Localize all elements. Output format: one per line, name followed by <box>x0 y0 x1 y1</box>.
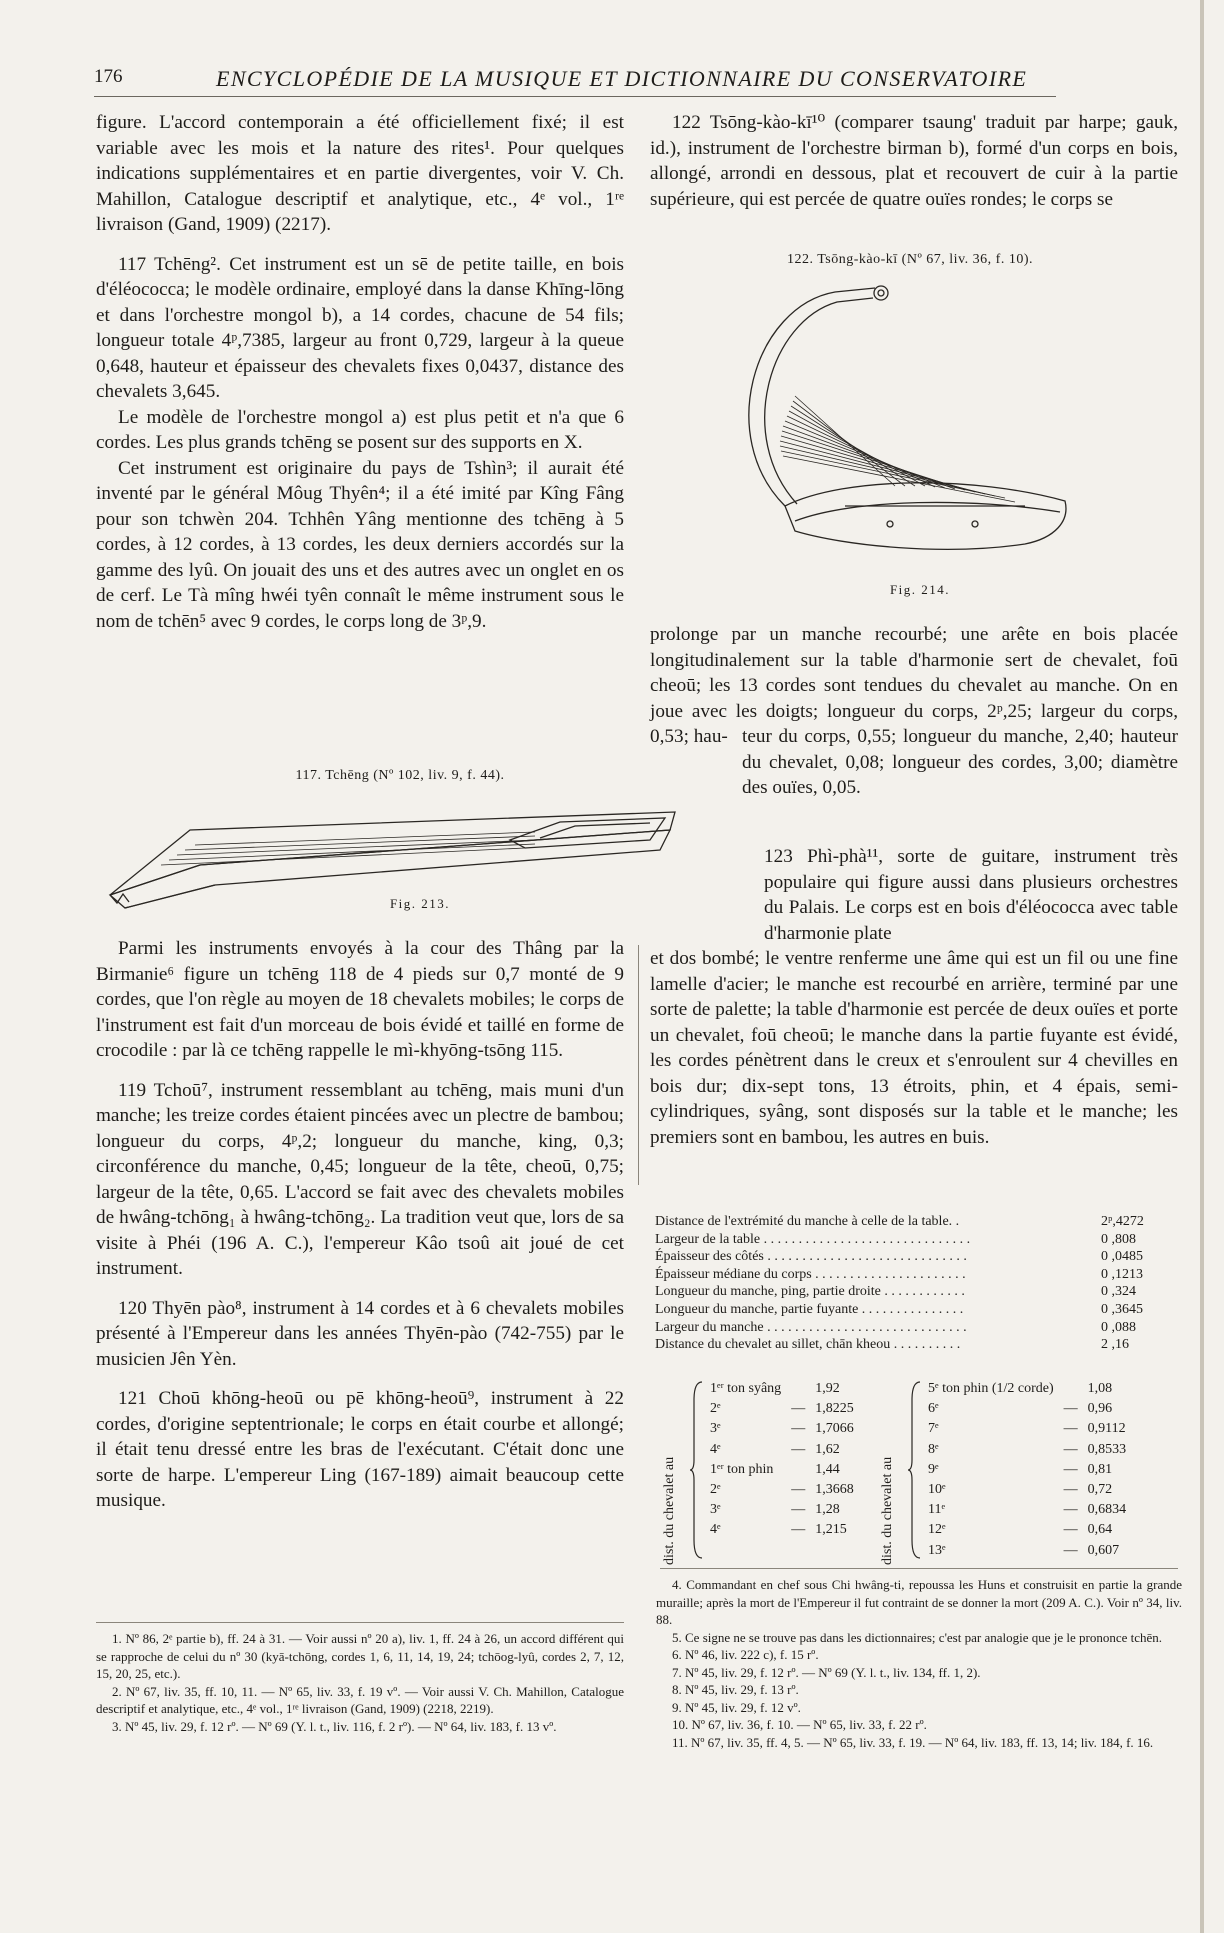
footnote-9: 9. Nº 45, liv. 29, f. 12 vº. <box>672 1699 801 1715</box>
dimension-label: Largeur de la table . . . . . . . . . . . . . . . . . . . . . . . . . . . . . . <box>655 1231 971 1247</box>
paragraph-122-continued: prolonge par un manche recourbé; une arête en bois placée longitudinalement sur la table d'harmonie sert de chevalet, foū cheoū; les 13 cordes sont tendues du chevalet au manche. On en joue avec les doigts; longueur du corps, 2ᵖ,25; largeur du corps, 0,53; hau- <box>650 624 1178 747</box>
tuning-ditto: — <box>1063 1441 1078 1457</box>
tuning-ditto: — <box>1063 1482 1078 1498</box>
left-footnotes <box>96 1630 624 1735</box>
paragraph-117-c: Cet instrument est originaire du pays de Tshìn³; il aurait été inventé par le général Môug Thyên⁴; il a été imité par Kîng Fâng pour son tchwèn 204. Tchhên Yâng mentionne des tchēng à 5 cordes, à 12 cordes, à 13 cordes, les deux derniers accordés sur la gamme des lyû. On jouait des uns et des autres avec un onglet en os de cerf. Le Tà mîng hwéi tyên connaît le même instrument sous le nom de tchēn⁵ avec 9 cordes, le corps long de 3ᵖ,9. <box>96 457 624 632</box>
running-header <box>94 66 1054 92</box>
tuning-ditto: — <box>791 1421 806 1437</box>
dimension-row <box>655 1319 1183 1337</box>
tuning-tone: 4ᵉ <box>710 1441 721 1457</box>
tuning-row <box>706 1380 858 1398</box>
dimension-label: Largeur du manche . . . . . . . . . . . . . . . . . . . . . . . . . . . . . <box>655 1319 967 1335</box>
dimension-value: 2 ,16 <box>1101 1337 1129 1353</box>
tuning-ditto: — <box>1063 1522 1078 1538</box>
tuning-distance: 0,96 <box>1087 1401 1113 1417</box>
figure-214-label: Fig. 214. <box>889 582 951 597</box>
tuning-tone: 8ᵉ <box>928 1441 939 1457</box>
footnote-2: 2. Nº 67, liv. 35, ff. 10, 11. — Nº 65, liv. 33, f. 19 vº. — Voir aussi V. Ch. Mahillon, Catalogue descriptif et analytique, etc., 4ᵉ vol., 1ʳᵉ livraison (Gand, 1909) (2218, 2219). <box>96 1683 624 1716</box>
dimension-row <box>655 1336 1183 1354</box>
paragraph-123-continued: et dos bombé; le ventre renferme une âme qui est un fil ou une fine lamelle d'acier; le manche est recourbé en arrière, terminé par une sorte de palette; la table d'harmonie est percée de deux ouïes et porte un chevalet, foū cheoū; le manche dans la partie fuyante est évidé, les cordes pénètrent dans le creux et s'enroulent sur 4 chevilles en bois dur; dix-sept tons, 13 étroits, phin, et 4 épais, semi-cylindriques, syâng, sont disposés sur la table et le manche; les premiers sont en bambou, les autres en buis. <box>650 948 1178 1148</box>
paragraph-117: 117 Tchēng². Cet instrument est un sē de petite taille, en bois d'éléococca; le modèle ordinaire, employé dans la danse Khīng-lōng et dans l'orchestre mongol b), a 14 cordes, chacune de 54 fils; longueur totale 4ᵖ,7385, largeur au front 0,729, largeur à la queue 0,648, hauteur et épaisseur des chevalets fixes 0,0437, distance des chevalets 3,645. <box>96 253 624 402</box>
footnote-10: 10. Nº 67, liv. 36, f. 10. — Nº 65, liv. 33, f. 22 rº. <box>672 1717 927 1732</box>
footnote-4: 4. Commandant en chef sous Chi hwâng-ti, repoussa les Huns et construisit en partie la grande muraille; après la mort de l'Empereur il fut contraint de se donner la mort (209 A. C.). Voir nº 34, liv. 88. <box>656 1577 1182 1627</box>
tuning-tone: 3ᵉ <box>710 1421 721 1437</box>
tuning-tone: 2ᵉ <box>710 1482 721 1498</box>
dimension-label: Distance du chevalet au sillet, chān kheou . . . . . . . . . . <box>655 1337 961 1353</box>
right-column-top <box>650 110 1178 212</box>
dimension-label: Épaisseur des côtés . . . . . . . . . . . . . . . . . . . . . . . . . . . . . <box>655 1249 967 1265</box>
figure-214-caption: 122. Tsōng-kào-kī (Nº 67, liv. 36, f. 10). <box>786 252 1033 267</box>
tuning-distance: 1,08 <box>1087 1381 1113 1396</box>
dimensions-table <box>655 1213 1183 1354</box>
tuning-ditto <box>787 1461 809 1479</box>
tuning-row <box>924 1441 1130 1459</box>
paragraph-120: 120 Thyēn pào⁸, instrument à 14 cordes et à 6 chevalets mobiles présenté à l'Empereur dans les années Thyēn-pào (742-755) par le musicien Jên Yèn. <box>96 1297 624 1370</box>
column-divider <box>638 945 639 1185</box>
right-column-inset <box>742 724 1178 801</box>
tuning-ditto: — <box>1063 1461 1078 1477</box>
footnote-11: 11. Nº 67, liv. 35, ff. 4, 5. — Nº 65, liv. 33, f. 19. — Nº 64, liv. 183, ff. 13, 14; liv. 184, f. 16. <box>672 1734 1154 1750</box>
tuning-table-right <box>922 1378 1132 1562</box>
tuning-ditto <box>787 1380 809 1398</box>
tuning-tone: 12ᵉ <box>928 1522 946 1538</box>
tuning-left-brace <box>690 1380 704 1560</box>
paragraph-117-b: Le modèle de l'orchestre mongol a) est plus petit et n'a que 6 cordes. Les plus grands tchēng se posent sur des supports en X. <box>96 406 624 453</box>
paragraph-122: 122 Tsōng-kào-kī¹⁰ (comparer tsaung' traduit par harpe; gauk, id.), instrument de l'orchestre birman b), formé d'un corps en bois, allongé, arrondi en dessous, plat et recouvert de cuir à la partie supérieure, qui est percée de quatre ouïes rondes; le corps se <box>650 112 1178 210</box>
tuning-row <box>924 1420 1130 1438</box>
tuning-distance: 0,8533 <box>1087 1441 1127 1457</box>
tuning-distance: 1,44 <box>815 1461 840 1477</box>
right-footnotes <box>656 1576 1182 1751</box>
dimension-label: Longueur du manche, partie fuyante . . . . . . . . . . . . . . . <box>655 1301 964 1317</box>
tuning-row <box>706 1501 858 1519</box>
tuning-ditto: — <box>791 1482 806 1498</box>
tuning-row <box>924 1380 1130 1398</box>
dimension-row <box>655 1266 1183 1284</box>
tuning-tone: 13ᵉ <box>928 1542 946 1558</box>
tuning-ditto: — <box>791 1522 806 1538</box>
binding-edge <box>1200 0 1204 1933</box>
dimension-label: Distance de l'extrémité du manche à celle de la table. . <box>655 1214 960 1229</box>
tuning-distance: 1,8225 <box>815 1401 854 1417</box>
left-column-top <box>96 110 624 634</box>
tuning-distance: 1,215 <box>815 1522 847 1538</box>
tuning-row <box>706 1400 858 1418</box>
dimension-value: 0 ,088 <box>1101 1319 1136 1335</box>
left-column-bottom <box>96 936 624 1514</box>
dimension-value: 0 ,3645 <box>1101 1301 1143 1317</box>
paragraph-intro: figure. L'accord contemporain a été officiellement fixé; il est variable avec les mois et la nature des rites¹. Pour quelques indications supplémentaires et en partie divergentes, voir V. Ch. Mahillon, Catalogue descriptif et analytique, etc., 4ᵉ vol., 1ʳᵉ livraison (Gand, 1909) (2217). <box>96 112 624 235</box>
right-column-lower <box>650 946 1178 1150</box>
dimension-value: 0 ,324 <box>1101 1284 1136 1300</box>
tuning-tone: 9ᵉ <box>928 1461 939 1477</box>
footnote-6: 6. Nº 46, liv. 222 c), f. 15 rº. <box>672 1647 819 1662</box>
right-column-inset-2 <box>764 844 1178 946</box>
tuning-ditto: — <box>791 1401 806 1417</box>
tuning-distance: 1,62 <box>815 1441 840 1457</box>
tuning-distance: 1,3668 <box>815 1482 854 1498</box>
tuning-row <box>706 1441 858 1459</box>
tuning-row <box>706 1420 858 1438</box>
paragraph-123: 123 Phì-phà¹¹, sorte de guitare, instrument très populaire qui figure aussi dans plusieurs orchestres du Palais. Le corps est en bois d'éléococca avec table d'harmonie plate <box>764 846 1178 944</box>
dimension-value: 2ᵖ,4272 <box>1101 1214 1144 1229</box>
tuning-tone: 2ᵉ <box>710 1401 721 1417</box>
tuning-row <box>924 1461 1130 1479</box>
paragraph-118: Parmi les instruments envoyés à la cour des Thâng par la Birmanie⁶ figure un tchēng 118 de 4 pieds sur 0,7 monté de 9 cordes, que l'on règle au moyen de 18 chevalets mobiles; le corps de l'instrument est fait d'un morceau de bois évidé et taillé en forme de crocodile : par là ce tchēng rappelle le mì-khyōng-tsōng 115. <box>96 938 624 1061</box>
tuning-row <box>924 1542 1130 1560</box>
paragraph-119: 119 Tchoū⁷, instrument ressemblant au tchēng, mais muni d'un manche; les treize cordes étaient pincées avec un plectre de bambou; longueur du corps, 4ᵖ,2; longueur du manche, king, 0,3; circonférence du manche, 0,45; longueur de la tête, cheoū, 0,75; largeur de la tête, 0,65. L'accord se fait avec des chevalets mobiles de hwâng-tchōng₁ à hwâng-tchōng₂. La tradition veut que, lors de sa visite à Phéi (196 A. C.), l'empereur Kâo tsoû ait joué de cet instrument. <box>96 1079 624 1279</box>
footnote-7: 7. Nº 45, liv. 29, f. 12 rº. — Nº 69 (Y. l. t., liv. 134, ff. 1, 2). <box>672 1664 981 1680</box>
tuning-tone: 4ᵉ <box>710 1522 721 1538</box>
footnote-3: 3. Nº 45, liv. 29, f. 12 rº. — Nº 69 (Y. l. t., liv. 116, f. 2 rº). — Nº 64, liv. 183, f. 13 vº. <box>112 1718 557 1734</box>
tuning-side-label: dist. du chevalet au <box>662 1456 677 1565</box>
tuning-side-label-2: dist. du chevalet au <box>880 1456 895 1565</box>
footnote-8: 8. Nº 45, liv. 29, f. 13 rº. <box>672 1682 799 1697</box>
tuning-ditto: — <box>1063 1401 1078 1417</box>
tuning-right-brace <box>908 1380 922 1560</box>
figure-213-label: Fig. 213. <box>389 896 451 911</box>
tuning-tone: 11ᵉ <box>928 1502 946 1518</box>
dimension-label: Épaisseur médiane du corps . . . . . . . . . . . . . . . . . . . . . . <box>655 1266 966 1282</box>
tuning-ditto: — <box>1063 1502 1078 1518</box>
tuning-distance: 1,92 <box>815 1381 840 1396</box>
tuning-tone: 3ᵉ <box>710 1502 721 1518</box>
dimension-value: 0 ,0485 <box>1101 1249 1143 1265</box>
dimension-row <box>655 1231 1183 1249</box>
dimension-value: 0 ,808 <box>1101 1231 1136 1247</box>
figure-213-caption: 117. Tchēng (Nº 102, liv. 9, f. 44). <box>295 768 505 783</box>
tuning-row <box>706 1521 858 1539</box>
dimension-label: Longueur du manche, ping, partie droite . . . . . . . . . . . . <box>655 1284 965 1300</box>
tuning-row <box>924 1400 1130 1418</box>
tuning-tone: 1ᵉʳ ton phin <box>710 1461 774 1477</box>
left-footnote-rule <box>96 1622 624 1623</box>
tuning-table-left <box>704 1378 860 1542</box>
tuning-ditto: — <box>791 1441 806 1457</box>
footnote-1: 1. Nº 86, 2ᵉ partie b), ff. 24 à 31. — Voir aussi nº 20 a), liv. 1, ff. 24 à 26, un accord différent qui se rapproche de celui du nº 30 (kyā-tchōng, cordes 1, 6, 11, 14, 19, 24; tchōog-lyû, cordes 2, 7, 12, 15, 20, 25, etc.). <box>96 1631 624 1681</box>
tuning-distance: 0,81 <box>1087 1461 1113 1477</box>
tuning-ditto: — <box>791 1502 806 1518</box>
tuning-tone: 10ᵉ <box>928 1482 946 1498</box>
running-title: ENCYCLOPÉDIE DE LA MUSIQUE ET DICTIONNAIRE DU CONSERVATOIRE <box>216 66 1028 91</box>
tuning-row <box>924 1481 1130 1499</box>
page-number: 176 <box>94 66 123 87</box>
dimension-row <box>655 1301 1183 1319</box>
tuning-row <box>706 1461 858 1479</box>
tuning-distance: 0,6834 <box>1087 1502 1127 1518</box>
dimension-row <box>655 1213 1183 1231</box>
tuning-row <box>924 1521 1130 1539</box>
paragraph-122-end: teur du corps, 0,55; longueur du manche, 2,40; hauteur du chevalet, 0,08; longueur des cordes, 3,00; diamètre des ouïes, 0,05. <box>742 726 1178 798</box>
tuning-tone: 5ᵉ ton phin (1/2 corde) <box>928 1381 1054 1396</box>
dimension-value: 0 ,1213 <box>1101 1266 1143 1282</box>
tuning-row <box>706 1481 858 1499</box>
header-rule <box>94 96 1056 97</box>
dimension-row <box>655 1248 1183 1266</box>
tuning-distance: 0,9112 <box>1087 1421 1126 1437</box>
tuning-row <box>924 1501 1130 1519</box>
tuning-tone: 7ᵉ <box>928 1421 939 1437</box>
tuning-distance: 0,72 <box>1087 1482 1113 1498</box>
tuning-ditto: — <box>1063 1421 1078 1437</box>
figure-214-harp-illustration <box>725 276 1085 576</box>
tuning-distance: 1,28 <box>815 1502 840 1518</box>
dimension-row <box>655 1283 1183 1301</box>
tuning-distance: 0,607 <box>1087 1542 1120 1558</box>
paragraph-121: 121 Choū khōng-heoū ou pē khōng-heoū⁹, instrument à 22 cordes, d'origine septentrionale; le corps en était courbe et allongé; il était tenu dressé entre les bras de l'exécutant. C'était donc une sorte de harpe. L'empereur Ling (167-189) aimait beaucoup cette musique. <box>96 1388 624 1511</box>
tuning-tone: 6ᵉ <box>928 1401 939 1417</box>
tuning-distance: 1,7066 <box>815 1421 854 1437</box>
tuning-tone: 1ᵉʳ ton syâng <box>710 1381 782 1396</box>
tuning-distance: 0,64 <box>1087 1522 1113 1538</box>
right-footnote-rule <box>660 1568 1178 1569</box>
tuning-ditto: — <box>1063 1542 1078 1558</box>
tuning-ditto <box>1060 1380 1082 1398</box>
footnote-5: 5. Ce signe ne se trouve pas dans les dictionnaires; c'est par analogie que je le prononce tchēn. <box>672 1629 1163 1645</box>
